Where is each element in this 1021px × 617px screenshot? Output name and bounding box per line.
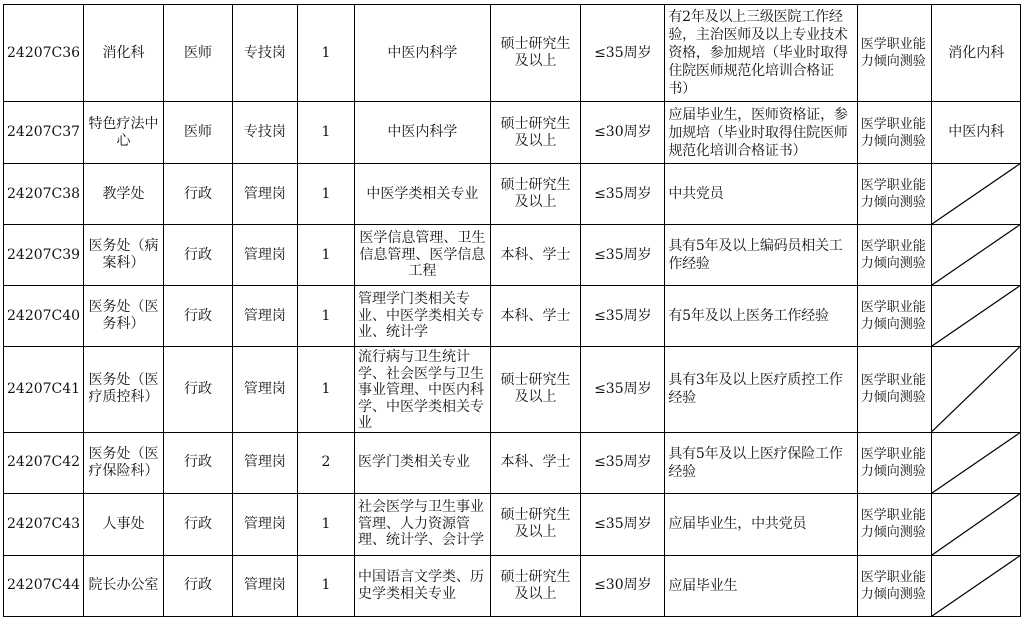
age-limit: ≤35周岁 <box>581 432 665 493</box>
post-type: 专技岗 <box>232 102 297 164</box>
major: 医学信息管理、卫生信息管理、医学信息工程 <box>354 225 490 286</box>
exam-subject: 医学职业能力倾向测验 <box>857 555 932 616</box>
department: 医务处（医疗保险科） <box>84 432 164 493</box>
department: 人事处 <box>84 493 164 555</box>
position-code: 24207C40 <box>4 286 84 347</box>
requirements: 具有5年及以上医疗保险工作经验 <box>665 432 857 493</box>
age-limit: ≤35周岁 <box>581 286 665 347</box>
post-name: 行政 <box>164 493 233 555</box>
post-type: 管理岗 <box>232 493 297 555</box>
post-name: 行政 <box>164 347 233 433</box>
remark-empty-slash <box>932 347 1021 433</box>
major: 社会医学与卫生事业管理、人力资源管理、统计学、会计学 <box>354 493 490 555</box>
post-name: 行政 <box>164 555 233 616</box>
department: 院长办公室 <box>84 555 164 616</box>
post-type: 专技岗 <box>232 5 297 102</box>
education: 本科、学士 <box>490 286 581 347</box>
recruitment-table-container <box>3 4 1021 617</box>
exam-subject: 医学职业能力倾向测验 <box>857 5 932 102</box>
requirements: 有5年及以上医务工作经验 <box>665 286 857 347</box>
education: 硕士研究生及以上 <box>490 493 581 555</box>
remark-empty-slash <box>932 164 1021 225</box>
department: 医务处（医疗质控科） <box>84 347 164 433</box>
post-type: 管理岗 <box>232 286 297 347</box>
education: 硕士研究生及以上 <box>490 102 581 164</box>
department: 消化科 <box>84 5 164 102</box>
exam-subject: 医学职业能力倾向测验 <box>857 347 932 433</box>
post-name: 行政 <box>164 286 233 347</box>
recruitment-table <box>3 4 1021 617</box>
post-name: 行政 <box>164 432 233 493</box>
major: 中医内科学 <box>354 102 490 164</box>
position-code: 24207C41 <box>4 347 84 433</box>
age-limit: ≤35周岁 <box>581 493 665 555</box>
table-row <box>4 164 1021 225</box>
age-limit: ≤30周岁 <box>581 555 665 616</box>
position-code: 24207C37 <box>4 102 84 164</box>
position-code: 24207C42 <box>4 432 84 493</box>
requirements: 具有3年及以上医疗质控工作经验 <box>665 347 857 433</box>
requirements: 具有5年及以上编码员相关工作经验 <box>665 225 857 286</box>
education: 硕士研究生及以上 <box>490 164 581 225</box>
remark: 中医内科 <box>932 102 1021 164</box>
age-limit: ≤35周岁 <box>581 5 665 102</box>
exam-subject: 医学职业能力倾向测验 <box>857 432 932 493</box>
age-limit: ≤35周岁 <box>581 347 665 433</box>
hire-count: 1 <box>297 347 354 433</box>
exam-subject: 医学职业能力倾向测验 <box>857 225 932 286</box>
education: 硕士研究生及以上 <box>490 555 581 616</box>
department: 特色疗法中心 <box>84 102 164 164</box>
hire-count: 1 <box>297 493 354 555</box>
table-row <box>4 5 1021 102</box>
exam-subject: 医学职业能力倾向测验 <box>857 286 932 347</box>
hire-count: 1 <box>297 555 354 616</box>
hire-count: 1 <box>297 164 354 225</box>
age-limit: ≤35周岁 <box>581 164 665 225</box>
post-type: 管理岗 <box>232 347 297 433</box>
education: 本科、学士 <box>490 225 581 286</box>
education: 硕士研究生及以上 <box>490 347 581 433</box>
remark: 消化内科 <box>932 5 1021 102</box>
hire-count: 1 <box>297 225 354 286</box>
major: 医学门类相关专业 <box>354 432 490 493</box>
post-type: 管理岗 <box>232 432 297 493</box>
position-code: 24207C43 <box>4 493 84 555</box>
exam-subject: 医学职业能力倾向测验 <box>857 493 932 555</box>
major: 中国语言文学类、历史学类相关专业 <box>354 555 490 616</box>
major: 中医学类相关专业 <box>354 164 490 225</box>
requirements: 应届毕业生，中共党员 <box>665 493 857 555</box>
hire-count: 1 <box>297 5 354 102</box>
post-type: 管理岗 <box>232 225 297 286</box>
department: 教学处 <box>84 164 164 225</box>
table-row <box>4 347 1021 433</box>
position-code: 24207C44 <box>4 555 84 616</box>
table-row <box>4 493 1021 555</box>
age-limit: ≤30周岁 <box>581 102 665 164</box>
table-row <box>4 555 1021 616</box>
post-type: 管理岗 <box>232 555 297 616</box>
age-limit: ≤35周岁 <box>581 225 665 286</box>
major: 管理学门类相关专业、中医学类相关专业、统计学 <box>354 286 490 347</box>
requirements: 有2年及以上三级医院工作经验，主治医师及以上专业技术资格，参加规培（毕业时取得住院医师规范化培训合格证书） <box>665 5 857 102</box>
table-row <box>4 286 1021 347</box>
exam-subject: 医学职业能力倾向测验 <box>857 102 932 164</box>
post-name: 医师 <box>164 5 233 102</box>
post-name: 医师 <box>164 102 233 164</box>
remark-empty-slash <box>932 555 1021 616</box>
remark-empty-slash <box>932 493 1021 555</box>
remark-empty-slash <box>932 432 1021 493</box>
position-code: 24207C39 <box>4 225 84 286</box>
post-type: 管理岗 <box>232 164 297 225</box>
hire-count: 1 <box>297 286 354 347</box>
table-row <box>4 102 1021 164</box>
major: 流行病与卫生统计学、社会医学与卫生事业管理、中医内科学、中医学类相关专业 <box>354 347 490 433</box>
post-name: 行政 <box>164 164 233 225</box>
position-code: 24207C36 <box>4 5 84 102</box>
hire-count: 2 <box>297 432 354 493</box>
requirements: 中共党员 <box>665 164 857 225</box>
department: 医务处（医务科） <box>84 286 164 347</box>
requirements: 应届毕业生 <box>665 555 857 616</box>
education: 硕士研究生及以上 <box>490 5 581 102</box>
exam-subject: 医学职业能力倾向测验 <box>857 164 932 225</box>
post-name: 行政 <box>164 225 233 286</box>
position-code: 24207C38 <box>4 164 84 225</box>
table-row <box>4 432 1021 493</box>
education: 本科、学士 <box>490 432 581 493</box>
remark-empty-slash <box>932 225 1021 286</box>
table-row <box>4 225 1021 286</box>
department: 医务处（病案科） <box>84 225 164 286</box>
hire-count: 1 <box>297 102 354 164</box>
remark-empty-slash <box>932 286 1021 347</box>
requirements: 应届毕业生，医师资格证，参加规培（毕业时取得住院医师规范化培训合格证书） <box>665 102 857 164</box>
major: 中医内科学 <box>354 5 490 102</box>
